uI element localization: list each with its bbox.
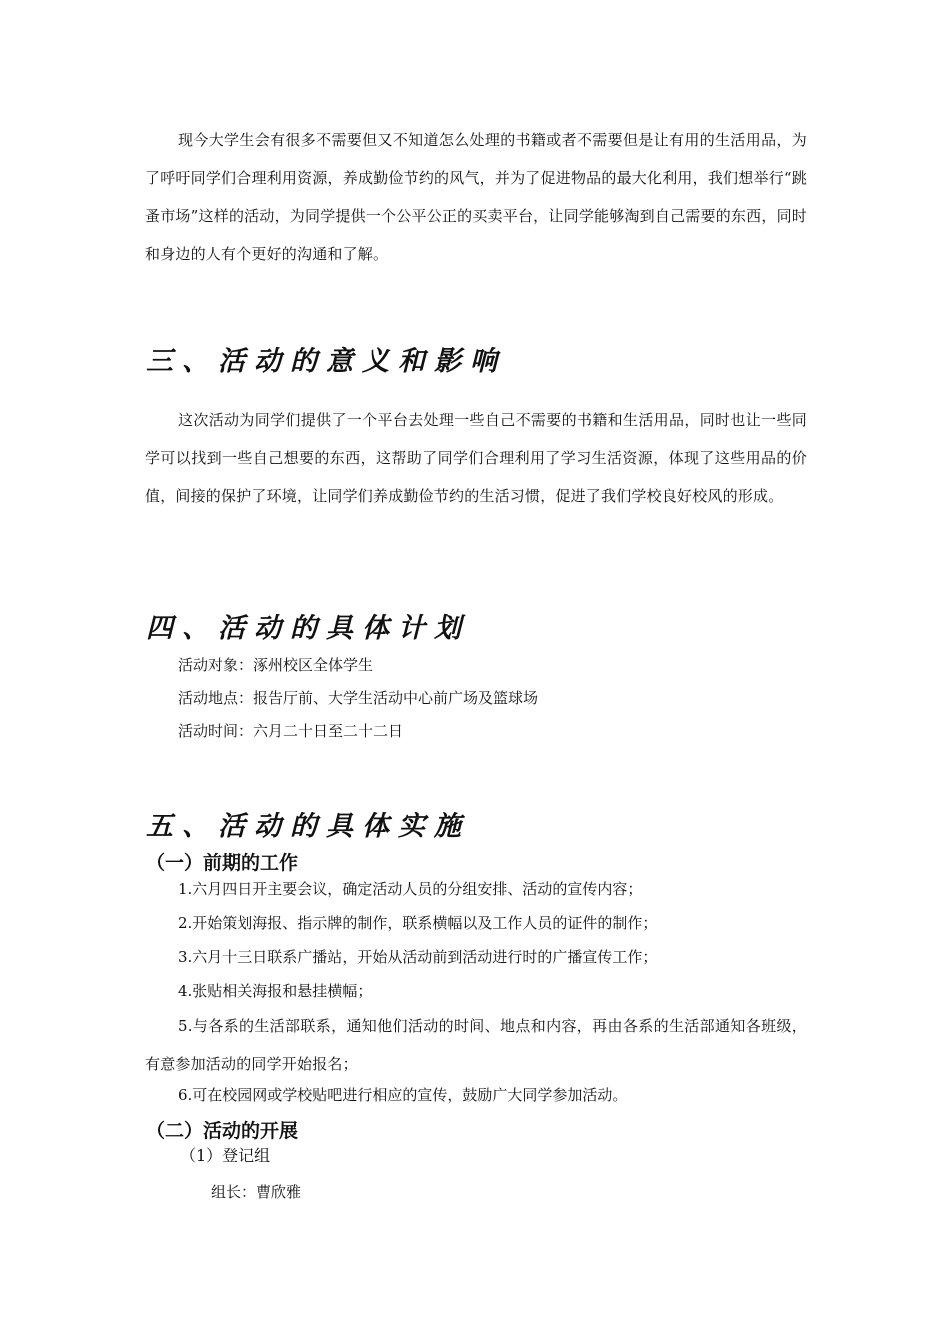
- prep-item-4: 4.张贴相关海报和悬挂横幅；: [178, 982, 373, 1000]
- prep-item-5: 5.与各系的生活部联系，通知他们活动的时间、地点和内容，再由各系的生活部通知各班级，有意参加活动的同学开始报名；: [145, 1017, 807, 1073]
- prep-item-3: 3.六月十三日联系广播站，开始从活动前到活动进行时的广播宣传工作；: [178, 948, 658, 966]
- group-registration: （1）登记组: [180, 1146, 271, 1165]
- significance-paragraph: 这次活动为同学们提供了一个平台去处理一些自己不需要的书籍和生活用品，同时也让一些同学可以找到一些自己想要的东西，这帮助了同学们合理利用了学习生活资源，体现了这些用品的价值，间接的保护了环境，让同学们养成勤俭节约的生活习惯，促进了我们学校良好校风的形成。: [145, 411, 807, 505]
- prep-item-2: 2.开始策划海报、指示牌的制作，联系横幅以及工作人员的证件的制作；: [178, 914, 658, 932]
- section-heading-significance: 三、活动的意义和影响: [146, 346, 506, 377]
- prep-item-1: 1.六月四日开主要会议，确定活动人员的分组安排、活动的宣传内容；: [178, 880, 643, 898]
- group-leader: 组长：曹欣雅: [211, 1183, 302, 1201]
- subheading-execution: （二）活动的开展: [146, 1120, 299, 1142]
- section-heading-implementation: 五、活动的具体实施: [146, 811, 470, 842]
- subheading-preparation: （一）前期的工作: [146, 852, 299, 874]
- plan-item-time: 活动时间：六月二十日至二十二日: [178, 722, 404, 740]
- plan-item-target: 活动对象：涿州校区全体学生: [178, 656, 374, 674]
- section-heading-plan: 四、活动的具体计划: [146, 613, 470, 644]
- prep-item-6: 6.可在校园网或学校贴吧进行相应的宣传，鼓励广大同学参加活动。: [178, 1086, 628, 1104]
- plan-item-location: 活动地点：报告厅前、大学生活动中心前广场及篮球场: [178, 689, 539, 707]
- intro-paragraph: 现今大学生会有很多不需要但又不知道怎么处理的书籍或者不需要但是让有用的生活用品，为了呼吁同学们合理利用资源，养成勤俭节约的风气，并为了促进物品的最大化利用，我们想举行“跳蚤市场”这样的活动，为同学提供一个公平公正的买卖平台，让同学能够淘到自己需要的东西，同时和身边的人有个更好的沟通和了解。: [145, 131, 807, 263]
